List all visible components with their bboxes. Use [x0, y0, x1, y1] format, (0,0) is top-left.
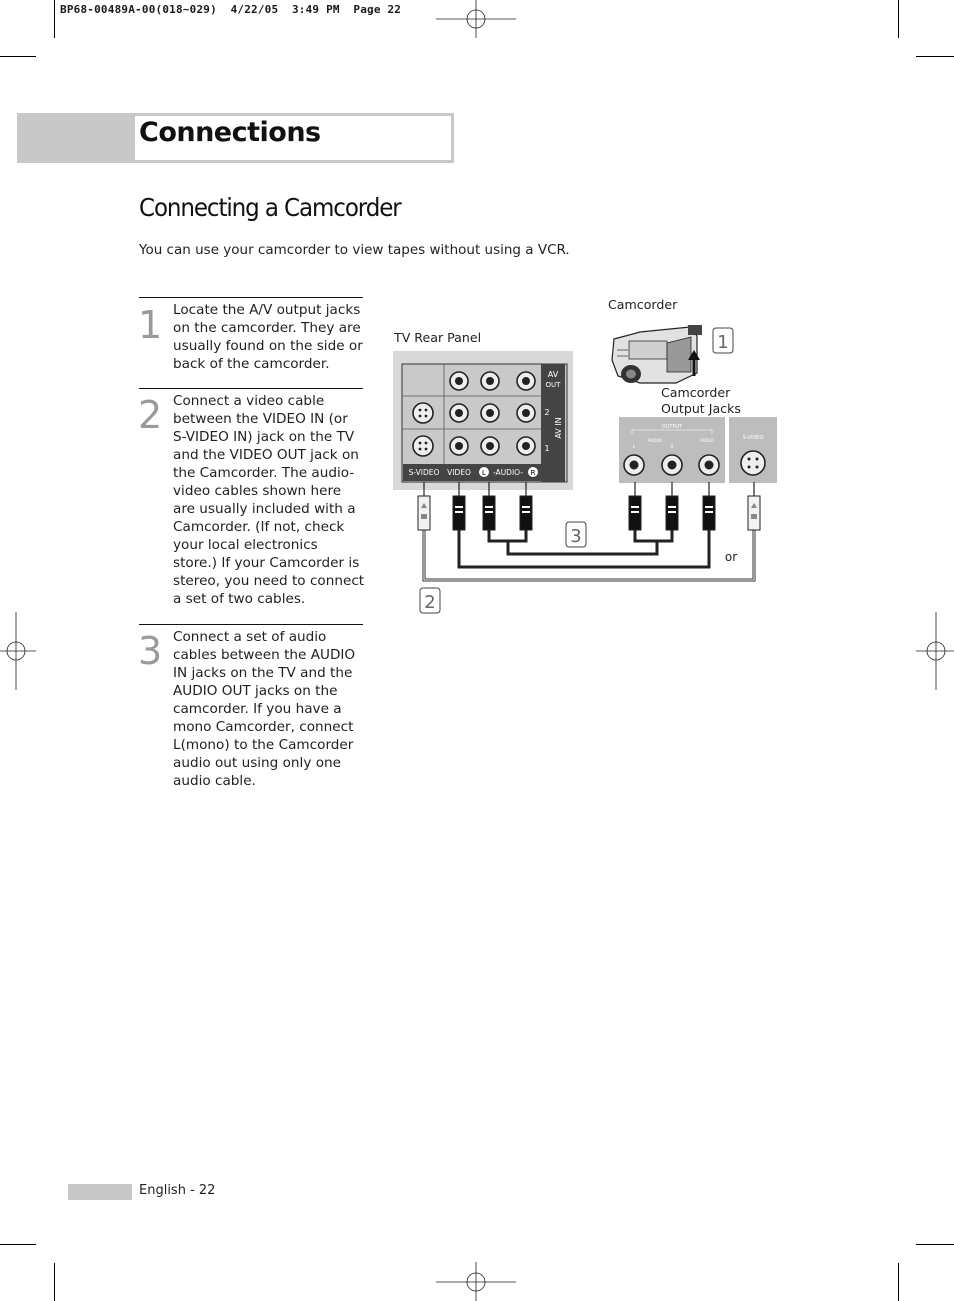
svg-text:OUT: OUT — [545, 381, 561, 389]
svg-text:3: 3 — [570, 526, 582, 547]
svg-text:2: 2 — [424, 592, 436, 613]
svg-text:R: R — [670, 445, 674, 450]
camcorder-illustration — [612, 325, 702, 383]
callout-2 — [420, 588, 440, 613]
step-divider — [139, 388, 363, 389]
svg-text:VIDEO: VIDEO — [699, 439, 715, 444]
step-divider — [139, 624, 363, 625]
footer-bar — [68, 1184, 132, 1200]
svg-text:VIDEO: VIDEO — [447, 468, 471, 477]
or-label: or — [724, 550, 738, 564]
av-in-label: AV IN — [554, 417, 563, 439]
step-text: Connect a video cable between the VIDEO IN (or S-VIDEO IN) jack on the TV and the VIDEO OUT jack on the Camcorder. The audio-video cables shown here are usually included with a Camcorder. (If not, check your local electronics store.) If your Camcorder is stereo, you need to connect a set of two cables. — [173, 393, 365, 607]
step-number: 2 — [138, 393, 163, 437]
step-text: Connect a set of audio cables between the AUDIO IN jacks on the TV and the AUDIO OUT jacks on the camcorder. If you have a mono Camcorder, connect L(mono) to the Camcorder audio out using only one audio cable. — [173, 629, 356, 789]
av-out-label: AV — [547, 370, 559, 379]
output-jacks-label: Camcorder Output Jacks — [661, 385, 741, 416]
svg-text:-AUDIO-: -AUDIO- — [493, 468, 523, 477]
tv-panel-label: TV Rear Panel — [394, 330, 482, 345]
intro-text: You can use your camcorder to view tapes without using a VCR. — [139, 242, 570, 258]
section-title: Connecting a Camcorder — [139, 193, 401, 222]
svg-text:AUDIO: AUDIO — [647, 439, 663, 444]
svg-text:L: L — [482, 469, 486, 477]
step-divider — [139, 297, 363, 298]
callout-1 — [713, 328, 733, 353]
svg-text:L: L — [632, 445, 636, 450]
cables — [424, 530, 754, 580]
print-slug: BP68-00489A-00(018~029) 4/22/05 3:49 PM Page 22 — [60, 3, 402, 16]
camcorder-label: Camcorder — [608, 297, 678, 312]
svg-text:OUTPUT: OUTPUT — [661, 424, 683, 430]
step-number: 1 — [138, 303, 163, 347]
svg-text:S-VIDEO: S-VIDEO — [742, 435, 764, 441]
svg-text:2: 2 — [544, 408, 550, 417]
svg-text:1: 1 — [544, 444, 550, 453]
svg-text:S-VIDEO: S-VIDEO — [408, 468, 440, 477]
page-title: Connections — [139, 117, 321, 148]
svg-text:1: 1 — [717, 332, 729, 353]
connection-diagram — [380, 300, 790, 620]
camcorder-output-panel — [619, 417, 725, 483]
step-text: Locate the A/V output jacks on the camcorder. They are usually found on the side or back of the camcorder. — [173, 302, 363, 372]
step-number: 3 — [138, 629, 163, 673]
camcorder-svideo-panel — [729, 417, 777, 483]
page-number: English - 22 — [139, 1183, 216, 1198]
tv-rear-panel — [393, 351, 573, 490]
svg-text:R: R — [530, 469, 536, 477]
callout-3 — [566, 522, 586, 547]
